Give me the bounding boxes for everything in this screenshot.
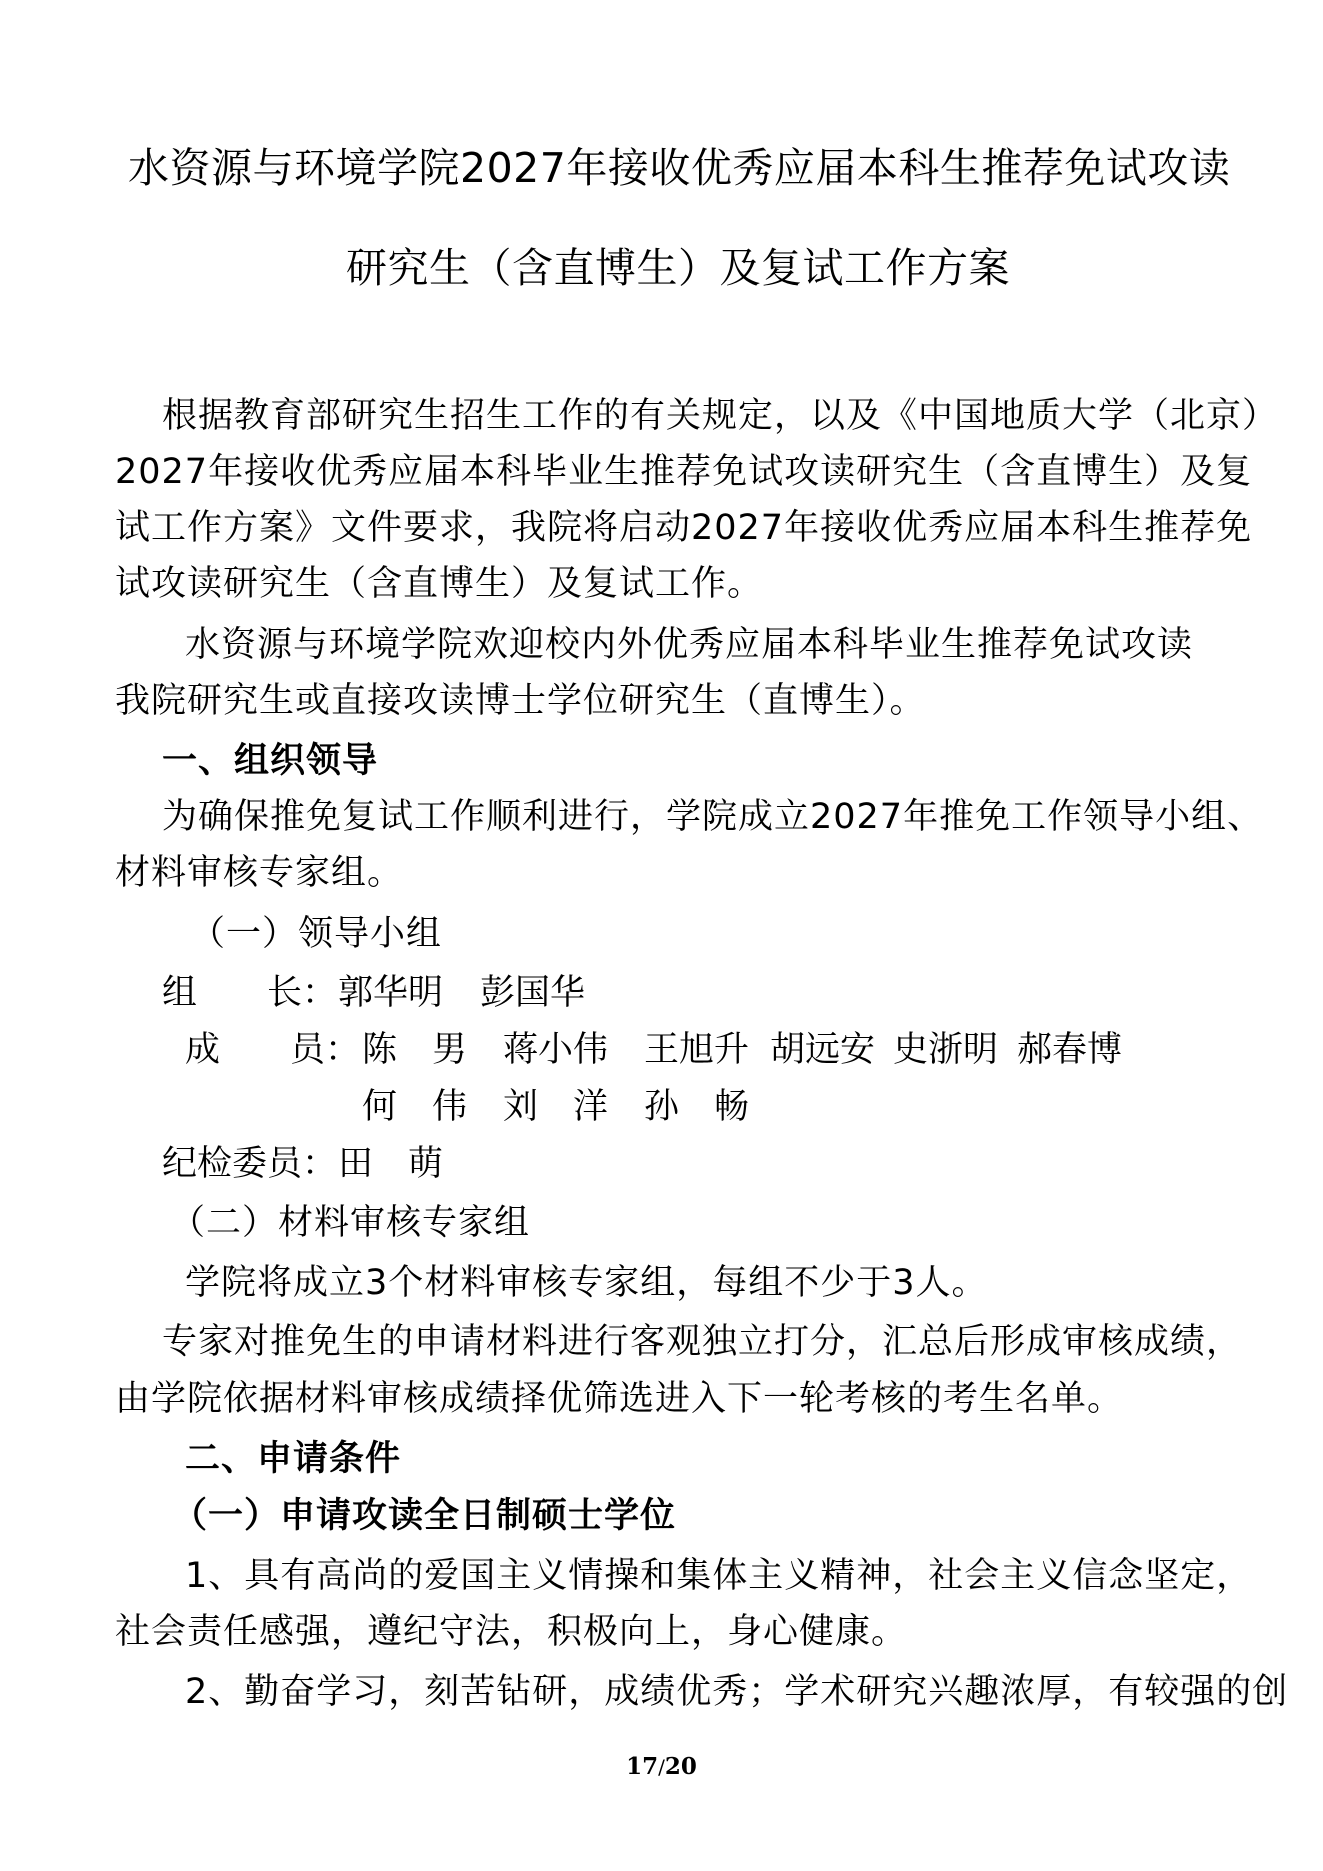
total-page-count: 20 [664, 1753, 697, 1780]
member-name: 刘 洋 [503, 1087, 609, 1127]
condition-item-1-line-1: 1、具有高尚的爱国主义情操和集体主义精神，社会主义信念坚定， [185, 1556, 1253, 1596]
member-name: 陈 男 [362, 1030, 468, 1070]
intro-paragraph-2-line-2: 我院研究生或直接攻读博士学位研究生（直博生）。 [115, 681, 926, 721]
leader-name-1: 郭华明 [338, 973, 444, 1013]
masters-application-heading: （一）申请攻读全日制硕士学位 [172, 1496, 677, 1536]
intro-paragraph-1-line-2: 2027年接收优秀应届本科毕业生推荐免试攻读研究生（含直博生）及复 [115, 452, 1253, 492]
member-label: 成 员： [185, 1030, 361, 1070]
leadership-group-heading: （一）领导小组 [190, 914, 443, 954]
leader-label: 组 长： [162, 973, 338, 1013]
member-name: 史浙明 [893, 1030, 999, 1070]
section-1-paragraph-line-2: 材料审核专家组。 [115, 853, 404, 893]
members-row-2 [0, 1083, 1323, 1131]
members-row-1 [0, 1026, 1323, 1074]
discipline-row [0, 1140, 1323, 1188]
discipline-label: 纪检委员： [162, 1144, 338, 1184]
member-name: 何 伟 [362, 1087, 468, 1127]
section-1-paragraph-line-1: 为确保推免复试工作顺利进行，学院成立2027年推免工作领导小组、 [162, 797, 1264, 837]
page-number [0, 1752, 1323, 1782]
leader-name-2: 彭国华 [480, 973, 586, 1013]
document-title-line-2: 研究生（含直博生）及复试工作方案 [346, 244, 1010, 292]
member-name: 郝春博 [1017, 1030, 1123, 1070]
expert-group-paragraph-1: 学院将成立3个材料审核专家组，每组不少于3人。 [185, 1263, 988, 1303]
section-2-heading: 二、申请条件 [185, 1439, 402, 1479]
discipline-member-name: 田 萌 [338, 1144, 444, 1184]
section-1-heading: 一、组织领导 [162, 741, 379, 781]
intro-paragraph-1-line-1: 根据教育部研究生招生工作的有关规定，以及《中国地质大学（北京） [162, 396, 1279, 436]
member-name: 蒋小伟 [503, 1030, 609, 1070]
member-name: 孙 畅 [644, 1087, 750, 1127]
intro-paragraph-2-line-1: 水资源与环境学院欢迎校内外优秀应届本科毕业生推荐免试攻读 [185, 625, 1194, 665]
member-name: 胡远安 [770, 1030, 876, 1070]
expert-group-heading: （二）材料审核专家组 [170, 1203, 531, 1243]
intro-paragraph-1-line-4: 试攻读研究生（含直博生）及复试工作。 [115, 564, 764, 604]
document-title-line-1: 水资源与环境学院2027年接收优秀应届本科生推荐免试攻读 [128, 144, 1231, 192]
condition-item-2-line-1: 2、勤奋学习，刻苦钻研，成绩优秀；学术研究兴趣浓厚，有较强的创 [185, 1672, 1289, 1712]
expert-group-paragraph-2-line-2: 由学院依据材料审核成绩择优筛选进入下一轮考核的考生名单。 [115, 1379, 1124, 1419]
intro-paragraph-1-line-3: 试工作方案》文件要求，我院将启动2027年接收优秀应届本科生推荐免 [115, 508, 1253, 548]
page-separator: / [658, 1755, 665, 1779]
current-page-number: 17 [626, 1753, 659, 1780]
member-name: 王旭升 [644, 1030, 750, 1070]
leader-row [0, 969, 1323, 1017]
condition-item-1-line-2: 社会责任感强，遵纪守法，积极向上，身心健康。 [115, 1612, 908, 1652]
expert-group-paragraph-2-line-1: 专家对推免生的申请材料进行客观独立打分，汇总后形成审核成绩， [162, 1322, 1243, 1362]
